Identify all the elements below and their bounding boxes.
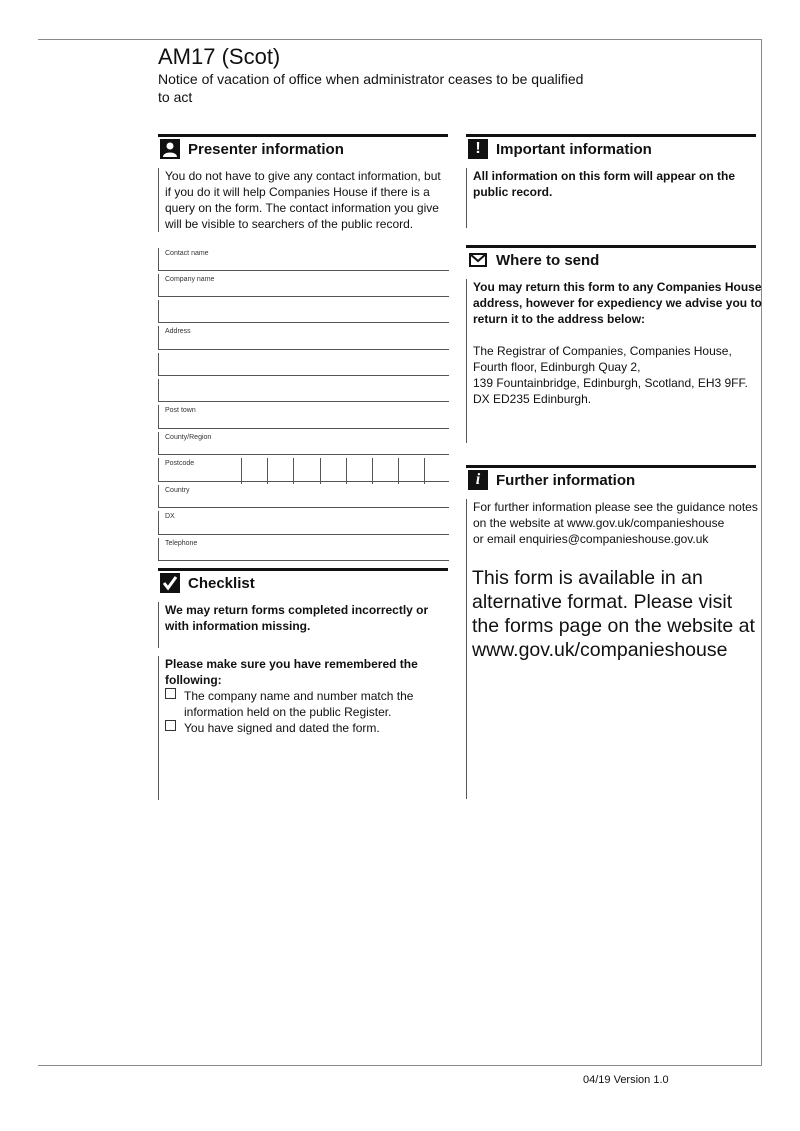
postcode-char-box[interactable]: [372, 458, 397, 484]
checkbox[interactable]: [165, 720, 176, 731]
address-label: Address: [165, 328, 191, 335]
where-to-send-instruction: You may return this form to any Companies House address, however for expediency we advise you to return it to the address below:: [473, 280, 762, 326]
checklist-remember: Please make sure you have remembered the following:: [165, 657, 418, 687]
envelope-icon: [468, 250, 488, 270]
checkbox[interactable]: [165, 688, 176, 699]
post-town-label: Post town: [165, 407, 196, 414]
address-field[interactable]: [158, 326, 449, 350]
presenter-intro-box: [158, 168, 448, 232]
postcode-char-box[interactable]: [293, 458, 318, 484]
country-field[interactable]: [158, 485, 449, 508]
form-version: 04/19 Version 1.0: [583, 1074, 669, 1086]
presenter-header: [158, 134, 448, 161]
checkmark-icon: [160, 573, 180, 593]
postcode-field[interactable]: [158, 458, 449, 482]
person-icon: [160, 139, 180, 159]
postcode-char-box[interactable]: [267, 458, 292, 484]
info-icon: i: [468, 470, 488, 490]
further-info-line: or email enquiries@companieshouse.gov.uk: [473, 532, 709, 546]
county-region-label: County/Region: [165, 434, 212, 441]
contact-name-field[interactable]: [158, 248, 449, 271]
checklist-item-text: You have signed and dated the form.: [184, 721, 380, 735]
address-field-line3[interactable]: [158, 379, 449, 402]
county-region-field[interactable]: [158, 432, 449, 455]
where-to-send-heading: Where to send: [496, 251, 600, 269]
checklist-header: [158, 568, 448, 595]
contact-name-label: Contact name: [165, 250, 209, 257]
where-to-send-box: [466, 279, 763, 443]
page-frame-top: [38, 39, 762, 40]
presenter-intro: You do not have to give any contact information, but if you do it will help Companies House if there is a query on the form. The contact information you give will be visible to searchers of the public record.: [165, 169, 441, 231]
address-field-line2[interactable]: [158, 353, 449, 376]
further-info-line: on the website at www.gov.uk/companieshouse: [473, 516, 725, 530]
address-line: Fourth floor, Edinburgh Quay 2,: [473, 360, 641, 374]
dx-label: DX: [165, 513, 175, 520]
checklist-heading: Checklist: [188, 574, 255, 592]
postcode-char-box[interactable]: [424, 458, 449, 484]
form-title: Notice of vacation of office when administrator ceases to be qualified to act: [158, 71, 584, 105]
important-text: All information on this form will appear on the public record.: [473, 169, 736, 199]
address-line: The Registrar of Companies, Companies House,: [473, 344, 732, 358]
further-info-header: [466, 465, 756, 492]
further-info-line: For further information please see the guidance notes: [473, 500, 758, 514]
checklist-warning-box: [158, 602, 448, 648]
dx-field[interactable]: [158, 511, 449, 535]
company-name-field[interactable]: [158, 274, 449, 297]
checklist-item: [165, 688, 448, 720]
post-town-field[interactable]: [158, 405, 449, 429]
postcode-label: Postcode: [165, 460, 195, 467]
postcode-char-box[interactable]: [241, 458, 266, 484]
checklist-item-text: The company name and number match the information held on the public Register.: [184, 689, 414, 719]
address-line: DX ED235 Edinburgh.: [473, 392, 592, 406]
postcode-char-box[interactable]: [398, 458, 423, 484]
company-name-label: Company name: [165, 276, 215, 283]
important-header: [466, 134, 756, 161]
page-frame-bottom: [38, 1065, 762, 1066]
checklist-items-box: [158, 656, 448, 800]
country-label: Country: [165, 487, 190, 494]
presenter-heading: Presenter information: [188, 140, 344, 158]
important-heading: Important information: [496, 140, 652, 158]
checklist-warning: We may return forms completed incorrectly or with information missing.: [165, 603, 429, 633]
postcode-char-box[interactable]: [320, 458, 345, 484]
form-code: AM17 (Scot): [158, 44, 281, 69]
telephone-field[interactable]: [158, 538, 449, 561]
address-line: 139 Fountainbridge, Edinburgh, Scotland, EH3 9FF.: [473, 376, 748, 390]
postcode-char-box[interactable]: [346, 458, 371, 484]
further-info-heading: Further information: [496, 471, 636, 489]
checklist-item: [165, 720, 448, 736]
alternative-format-notice: This form is available in an alternative format. Please visit the forms page on the website at www.gov.uk/companieshouse: [472, 567, 755, 661]
important-box: [466, 168, 761, 228]
page-frame-right: [761, 39, 762, 1066]
where-to-send-header: [466, 245, 756, 272]
company-name-field-line2[interactable]: [158, 300, 449, 323]
exclamation-icon: !: [468, 139, 488, 159]
telephone-label: Telephone: [165, 540, 198, 547]
